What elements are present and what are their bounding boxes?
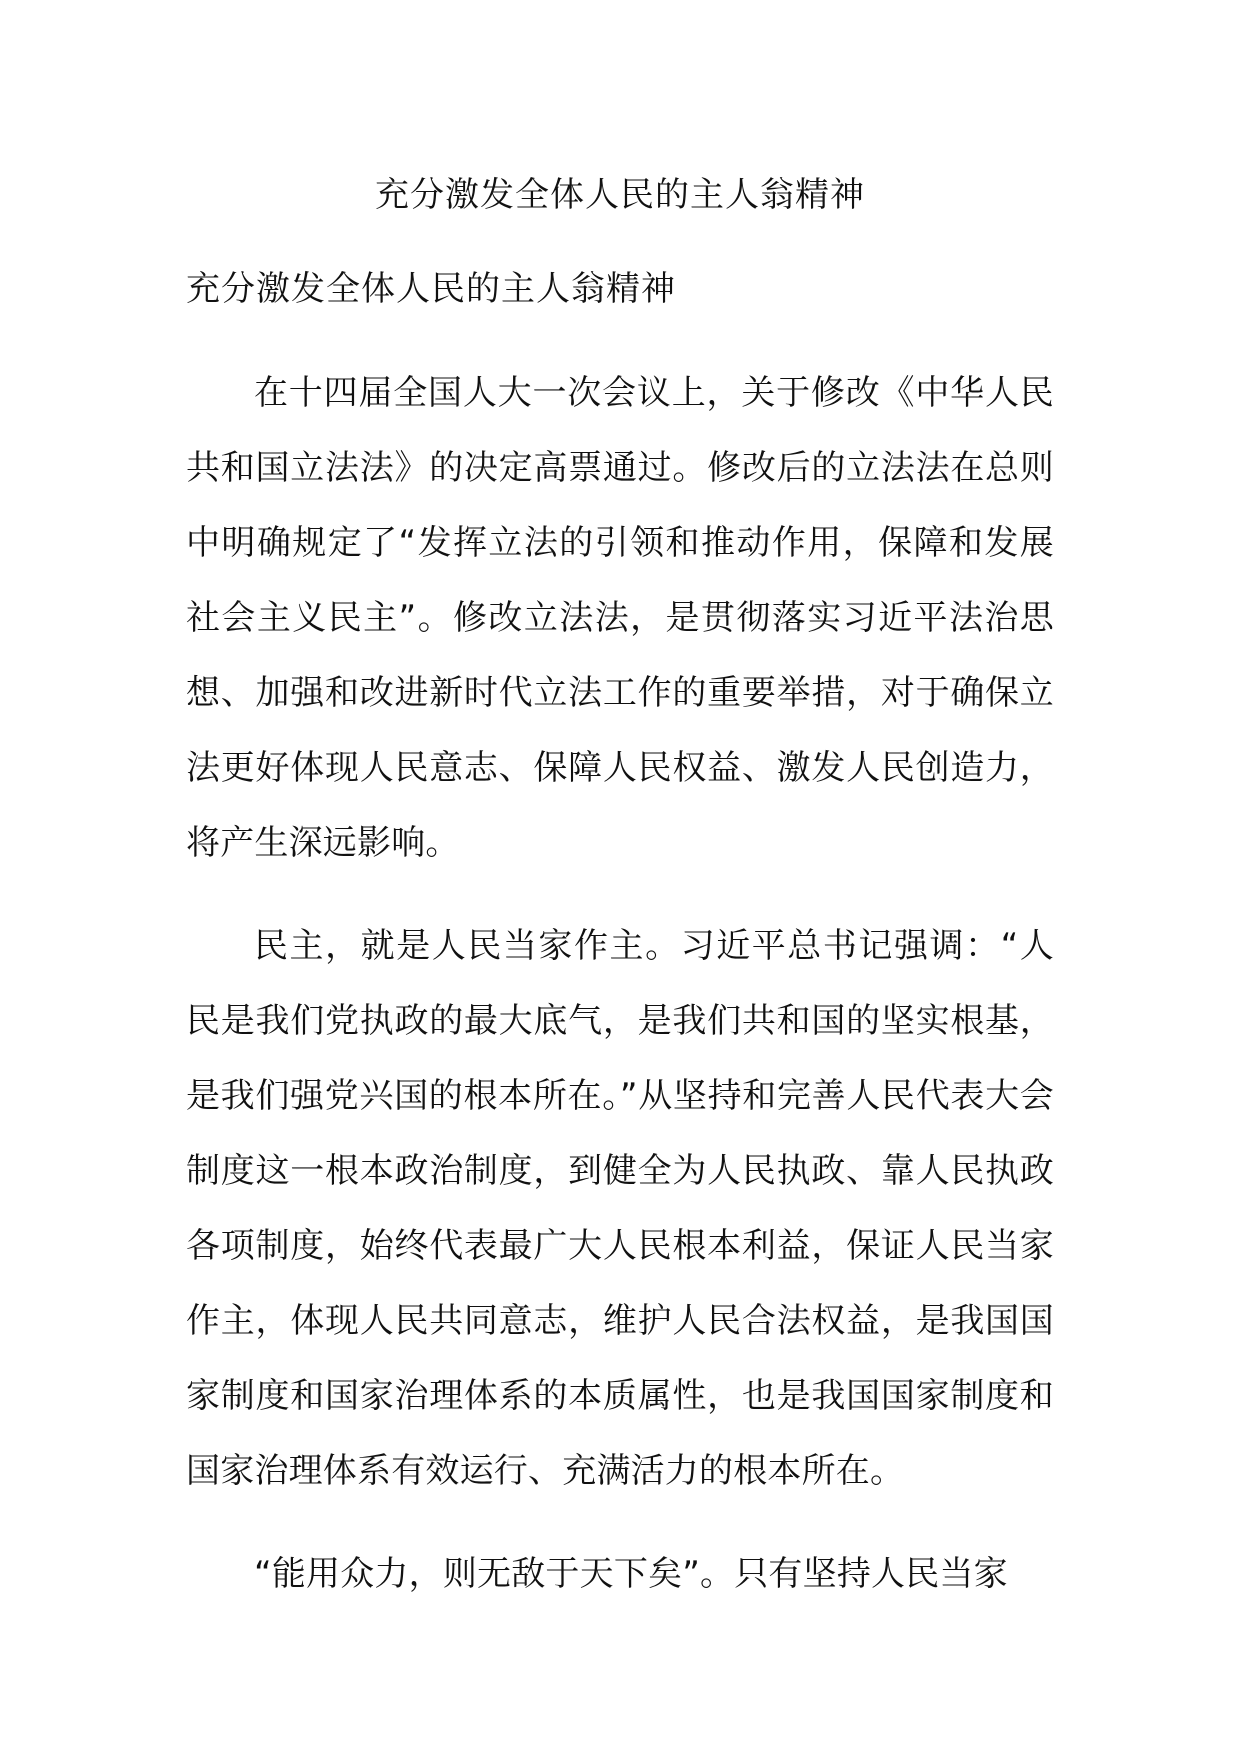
paragraph-3: “能用众力，则无敌于天下矣”。只有坚持人民当家	[254, 1554, 1008, 1594]
document-body	[186, 356, 1054, 1640]
paragraph-1: 在十四届全国人大一次会议上，关于修改《中华人民共和国立法法》的决定高票通过。修改后的立法法在总则中明确规定了“发挥立法的引领和推动作用，保障和发展社会主义民主”。修改立法法，是贯彻落实习近平法治思想、加强和改进新时代立法工作的重要举措，对于确保立法更好体现人民意志、保障人民权益、激发人民创造力，将产生深远影响。	[186, 373, 1054, 863]
document-title: 充分激发全体人民的主人翁精神	[375, 175, 865, 215]
paragraph-2: 民主，就是人民当家作主。习近平总书记强调：“人民是我们党执政的最大底气，是我们共和国的坚实根基，是我们强党兴国的根本所在。”从坚持和完善人民代表大会制度这一根本政治制度，到健全为人民执政、靠人民执政各项制度，始终代表最广大人民根本利益，保证人民当家作主，体现人民共同意志，维护人民合法权益，是我国国家制度和国家治理体系的本质属性，也是我国国家制度和国家治理体系有效运行、充满活力的根本所在。	[186, 926, 1054, 1491]
document-subtitle: 充分激发全体人民的主人翁精神	[186, 269, 676, 309]
